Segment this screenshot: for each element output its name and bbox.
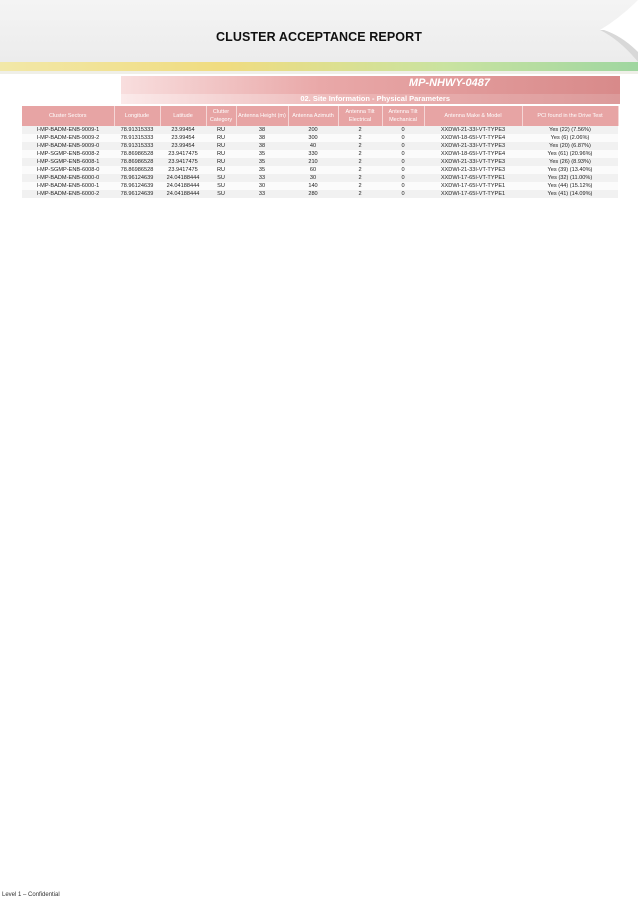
cell-antenna-height: 38 xyxy=(236,126,288,134)
table-row xyxy=(22,190,618,198)
column-header-pci-found: PCI found in the Drive Test xyxy=(522,106,618,126)
table-row xyxy=(22,174,618,182)
cell-latitude: 23.99454 xyxy=(160,126,206,134)
cell-clutter-category: SU xyxy=(206,182,236,190)
cell-tilt-electrical: 2 xyxy=(338,150,382,158)
cell-antenna-model: XXDWI-17-65I-VT-TYPE1 xyxy=(424,174,522,182)
cell-longitude: 78.86986528 xyxy=(114,166,160,174)
table-row xyxy=(22,126,618,134)
cell-antenna-height: 35 xyxy=(236,150,288,158)
cell-antenna-model: XXDWI-17-65I-VT-TYPE1 xyxy=(424,190,522,198)
cell-antenna-azimuth: 40 xyxy=(288,142,338,150)
cell-pci-found: Yes (44) (15.12%) xyxy=(522,182,618,190)
column-header-latitude: Latitude xyxy=(160,106,206,126)
report-title: CLUSTER ACCEPTANCE REPORT xyxy=(216,30,422,44)
column-header-antenna-azimuth: Antenna Azimuth xyxy=(288,106,338,126)
cell-clutter-category: RU xyxy=(206,126,236,134)
physical-parameters-table xyxy=(22,106,619,198)
cell-longitude: 78.91315333 xyxy=(114,142,160,150)
cell-cluster-sector: I-MP-BADM-ENB-9009-1 xyxy=(22,126,114,134)
column-header-cluster-sectors: Cluster Sectors xyxy=(22,106,114,126)
cell-tilt-mechanical: 0 xyxy=(382,142,424,150)
column-header-tilt-mechanical: Antenna Tilt Mechanical xyxy=(382,106,424,126)
cell-clutter-category: RU xyxy=(206,134,236,142)
table-row xyxy=(22,134,618,142)
cell-clutter-category: SU xyxy=(206,190,236,198)
cell-pci-found: Yes (32) (11.00%) xyxy=(522,174,618,182)
column-header-longitude: Longitude xyxy=(114,106,160,126)
site-id: MP-NHWY-0487 xyxy=(408,77,490,89)
cell-latitude: 24.04188444 xyxy=(160,174,206,182)
cell-longitude: 78.86986528 xyxy=(114,150,160,158)
cell-antenna-azimuth: 30 xyxy=(288,174,338,182)
cell-pci-found: Yes (39) (13.40%) xyxy=(522,166,618,174)
cell-clutter-category: RU xyxy=(206,166,236,174)
cell-tilt-mechanical: 0 xyxy=(382,182,424,190)
cell-tilt-mechanical: 0 xyxy=(382,126,424,134)
cell-longitude: 78.91315333 xyxy=(114,126,160,134)
cell-antenna-azimuth: 140 xyxy=(288,182,338,190)
cell-cluster-sector: I-MP-SGMP-ENB-6008-1 xyxy=(22,158,114,166)
site-banner xyxy=(121,76,620,94)
cell-latitude: 23.99454 xyxy=(160,134,206,142)
cell-latitude: 23.9417475 xyxy=(160,150,206,158)
cell-antenna-height: 33 xyxy=(236,190,288,198)
cell-antenna-azimuth: 60 xyxy=(288,166,338,174)
cell-tilt-electrical: 2 xyxy=(338,158,382,166)
cell-cluster-sector: I-MP-SGMP-ENB-6008-0 xyxy=(22,166,114,174)
cell-tilt-electrical: 2 xyxy=(338,126,382,134)
confidentiality-footer: Level 1 – Confidential xyxy=(2,892,60,898)
cell-tilt-electrical: 2 xyxy=(338,182,382,190)
cell-latitude: 24.04188444 xyxy=(160,182,206,190)
cell-tilt-electrical: 2 xyxy=(338,142,382,150)
cell-antenna-height: 38 xyxy=(236,142,288,150)
cell-antenna-azimuth: 280 xyxy=(288,190,338,198)
cell-longitude: 78.96124639 xyxy=(114,190,160,198)
cell-cluster-sector: I-MP-BADM-ENB-6000-0 xyxy=(22,174,114,182)
cell-pci-found: Yes (61) (20.96%) xyxy=(522,150,618,158)
cell-antenna-model: XXDWI-17-65I-VT-TYPE1 xyxy=(424,182,522,190)
table-header-row xyxy=(22,106,618,126)
cell-antenna-height: 30 xyxy=(236,182,288,190)
cell-clutter-category: RU xyxy=(206,158,236,166)
cell-latitude: 23.99454 xyxy=(160,142,206,150)
cell-latitude: 24.04188444 xyxy=(160,190,206,198)
cell-antenna-azimuth: 300 xyxy=(288,134,338,142)
cell-antenna-model: XXDWI-21-33I-VT-TYPE3 xyxy=(424,142,522,150)
cell-longitude: 78.96124639 xyxy=(114,182,160,190)
cell-tilt-mechanical: 0 xyxy=(382,166,424,174)
cell-longitude: 78.96124639 xyxy=(114,174,160,182)
table-row xyxy=(22,166,618,174)
cell-tilt-electrical: 2 xyxy=(338,134,382,142)
cell-antenna-azimuth: 210 xyxy=(288,158,338,166)
cell-antenna-azimuth: 330 xyxy=(288,150,338,158)
cell-tilt-electrical: 2 xyxy=(338,166,382,174)
cell-clutter-category: RU xyxy=(206,150,236,158)
column-header-antenna-height: Antenna Height (m) xyxy=(236,106,288,126)
cell-clutter-category: SU xyxy=(206,174,236,182)
cell-antenna-height: 35 xyxy=(236,158,288,166)
cell-latitude: 23.9417475 xyxy=(160,166,206,174)
cell-latitude: 23.9417475 xyxy=(160,158,206,166)
cell-antenna-model: XXDWI-21-33I-VT-TYPE3 xyxy=(424,158,522,166)
cell-cluster-sector: I-MP-BADM-ENB-9009-0 xyxy=(22,142,114,150)
cell-antenna-height: 35 xyxy=(236,166,288,174)
cell-clutter-category: RU xyxy=(206,142,236,150)
cell-cluster-sector: I-MP-BADM-ENB-6000-1 xyxy=(22,182,114,190)
table-row xyxy=(22,142,618,150)
column-header-antenna-model: Antenna Make & Model xyxy=(424,106,522,126)
cell-pci-found: Yes (22) (7.56%) xyxy=(522,126,618,134)
cell-cluster-sector: I-MP-BADM-ENB-6000-2 xyxy=(22,190,114,198)
header-band-shadow xyxy=(0,71,638,74)
cell-tilt-mechanical: 0 xyxy=(382,134,424,142)
cell-cluster-sector: I-MP-SGMP-ENB-6008-2 xyxy=(22,150,114,158)
cell-longitude: 78.91315333 xyxy=(114,134,160,142)
column-header-tilt-electrical: Antenna Tilt Electrical xyxy=(338,106,382,126)
cell-tilt-mechanical: 0 xyxy=(382,158,424,166)
table-row xyxy=(22,158,618,166)
cell-antenna-model: XXDWI-18-65I-VT-TYPE4 xyxy=(424,134,522,142)
cell-antenna-height: 33 xyxy=(236,174,288,182)
column-header-clutter-category: Clutter Category xyxy=(206,106,236,126)
cell-antenna-azimuth: 200 xyxy=(288,126,338,134)
section-banner xyxy=(121,94,620,104)
header-color-band xyxy=(0,62,638,71)
cell-pci-found: Yes (26) (8.93%) xyxy=(522,158,618,166)
cell-tilt-mechanical: 0 xyxy=(382,150,424,158)
cell-antenna-model: XXDWI-21-33I-VT-TYPE3 xyxy=(424,126,522,134)
table-body xyxy=(22,126,618,198)
cell-tilt-electrical: 2 xyxy=(338,174,382,182)
cell-tilt-electrical: 2 xyxy=(338,190,382,198)
page-curl-decoration xyxy=(580,0,638,62)
cell-tilt-mechanical: 0 xyxy=(382,190,424,198)
section-title: 02. Site Information - Physical Parameters xyxy=(300,94,450,103)
cell-tilt-mechanical: 0 xyxy=(382,174,424,182)
table-row xyxy=(22,182,618,190)
cell-longitude: 78.86986528 xyxy=(114,158,160,166)
cell-pci-found: Yes (41) (14.09%) xyxy=(522,190,618,198)
cell-antenna-height: 38 xyxy=(236,134,288,142)
cell-cluster-sector: I-MP-BADM-ENB-9009-2 xyxy=(22,134,114,142)
cell-antenna-model: XXDWI-21-33I-VT-TYPE3 xyxy=(424,166,522,174)
cell-pci-found: Yes (6) (2.06%) xyxy=(522,134,618,142)
cell-pci-found: Yes (20) (6.87%) xyxy=(522,142,618,150)
table-row xyxy=(22,150,618,158)
page-header xyxy=(0,0,638,62)
cell-antenna-model: XXDWI-18-65I-VT-TYPE4 xyxy=(424,150,522,158)
